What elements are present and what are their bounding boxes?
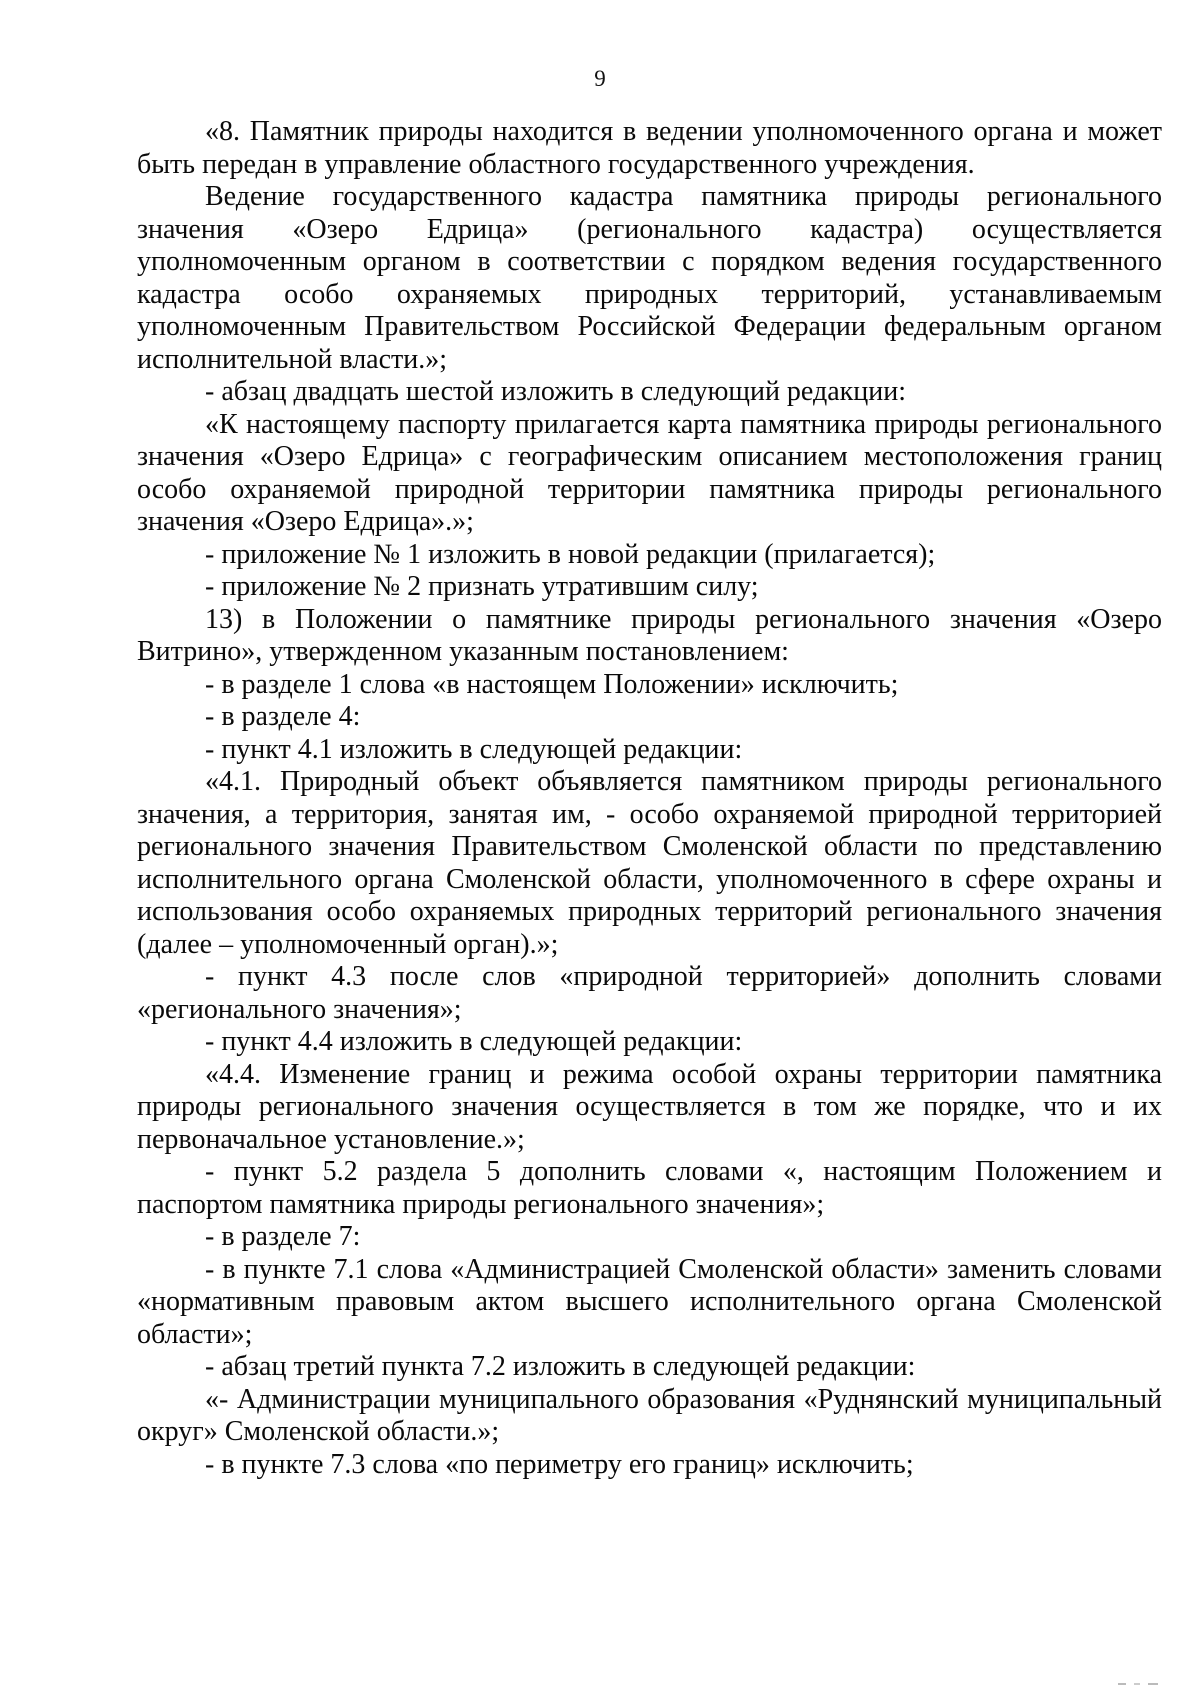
paragraph: - в разделе 7: [205, 1221, 361, 1252]
paragraph: «4.1. Природный объект объявляется памятником природы регионального значения, а территория, занятая им, - особо охраняемой природной территорией регионального значения Правительством Смоленской области по представлению исполнительного органа Смоленской области, уполномоченного в сфере охраны и использования особо охраняемых природных территорий регионального значения (далее – уполномоченный орган).»; [137, 766, 1162, 960]
paragraph: - абзац двадцать шестой изложить в следующий редакции: [205, 376, 906, 407]
paragraph: Ведение государственного кадастра памятника природы регионального значения «Озеро Едрица» (регионального кадастра) осуществляется уполномоченным органом в соответствии с порядком ведения государственного кадастра особо охраняемых природных территорий, устанавливаемым уполномоченным Правительством Российской Федерации федеральным органом исполнительной власти.»; [137, 181, 1162, 375]
scan-artifact [1118, 1683, 1158, 1685]
paragraph: - пункт 5.2 раздела 5 дополнить словами «, настоящим Положением и паспортом памятника природы регионального значения»; [137, 1156, 1162, 1220]
paragraph: - в пункте 7.1 слова «Администрацией Смоленской области» заменить словами «нормативным правовым актом высшего исполнительного органа Смоленской области»; [137, 1253, 1162, 1350]
paragraph: - пункт 4.1 изложить в следующей редакции: [205, 733, 743, 765]
paragraph: - в разделе 4: [205, 701, 361, 732]
page-number: 9 [594, 66, 606, 91]
paragraph: «4.4. Изменение границ и режима особой охраны территории памятника природы регионального значения осуществляется в том же порядке, что и их первоначальное установление.»; [137, 1058, 1162, 1155]
paragraph: - приложение № 1 изложить в новой редакции (прилагается); [205, 538, 936, 570]
paragraph: «8. Памятник природы находится в ведении уполномоченного органа и может быть передан в управление областного государственного учреждения. [137, 116, 1162, 180]
paragraph: - пункт 4.4 изложить в следующей редакции: [205, 1026, 743, 1057]
paragraph: - в пункте 7.3 слова «по периметру его границ» исключить; [205, 1448, 914, 1480]
paragraph: - приложение № 2 признать утратившим силу; [205, 571, 759, 602]
paragraph: «- Администрации муниципального образования «Руднянский муниципальный округ» Смоленской области.»; [137, 1383, 1162, 1447]
paragraph: - пункт 4.3 после слов «природной территорией» дополнить словами «регионального значения»; [137, 961, 1162, 1025]
paragraph: «К настоящему паспорту прилагается карта памятника природы регионального значения «Озеро Едрица» с географическим описанием местоположения границ особо охраняемой природной территории памятника природы регионального значения «Озеро Едрица».»; [137, 408, 1162, 537]
paragraph: 13) в Положении о памятнике природы регионального значения «Озеро Витрино», утвержденном указанным постановлением: [137, 603, 1162, 667]
paragraph: - в разделе 1 слова «в настоящем Положении» исключить; [205, 668, 899, 700]
paragraph: - абзац третий пункта 7.2 изложить в следующей редакции: [205, 1351, 916, 1382]
document-body [137, 116, 1162, 1481]
